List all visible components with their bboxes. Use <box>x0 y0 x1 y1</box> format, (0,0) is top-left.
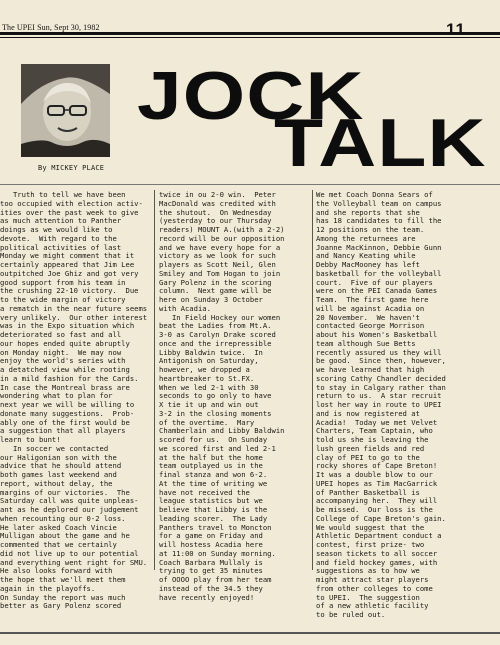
article-line: will hostess Acadia here <box>159 540 263 549</box>
article-line: Saturday call was quite unpleas- <box>0 496 139 506</box>
article-line: accompanying her. They will <box>316 496 438 506</box>
article-line: players as Scott Neil, Glen <box>159 260 276 269</box>
article-line: Truth to tell we have been <box>0 190 126 199</box>
article-line: too occupied with election activ- <box>0 198 143 208</box>
article-line: seconds to go only to have <box>159 391 272 401</box>
article-line: victory as we look for such <box>159 251 276 261</box>
article-line: as much attention to Panther <box>0 216 122 226</box>
article-line: again in the playoffs. <box>0 583 96 593</box>
column-divider <box>154 190 155 570</box>
article-line: deteriorated so fast and all <box>0 330 122 339</box>
article-line: a rematch in the near future seems <box>0 303 148 313</box>
article-line: 3-2 in the closing moments <box>159 408 272 418</box>
article-line: have not received the <box>159 487 250 497</box>
column-divider <box>312 190 313 570</box>
article-line: to be ruled out. <box>316 610 386 619</box>
portrait-image <box>21 64 110 157</box>
article-line: the hope that we'll meet them <box>0 575 126 584</box>
column-3 <box>316 191 486 620</box>
top-rule <box>0 32 500 35</box>
article-line: Acadia! Today we met Velvet <box>316 417 438 427</box>
article-line: here on Sunday 3 October <box>159 295 263 304</box>
article-line: for a game on Friday and <box>159 531 263 541</box>
article-line: advice that he should attend <box>0 461 122 471</box>
article-line: were on the PEI Canada Games <box>316 286 438 296</box>
article-line: team outplayed us in the <box>159 461 263 471</box>
article-line: When we led 2-1 with 30 <box>159 382 259 392</box>
article-line: at 11:00 on Sunday morning. <box>159 548 276 558</box>
article-line: Chamberlain and Libby Baldwin <box>159 426 285 436</box>
article-line: good support from his team in <box>0 277 126 287</box>
article-line: scoring Cathy Chandler decided <box>316 373 446 383</box>
article-line: with Acadia. <box>159 303 211 313</box>
article-line: and Nancy Keating while <box>316 251 416 261</box>
article-line: learn to bunt! <box>0 435 61 444</box>
header-publication: The UPEI Sun, Sept 30, 1982 <box>2 23 100 32</box>
bottom-rule <box>0 632 500 634</box>
article-line: contacted George Morrison <box>316 321 425 331</box>
article-line: about his Women's Basketball <box>316 330 438 339</box>
article-line: UPEI hopes as Tim MacGarrick <box>316 478 438 488</box>
article-line: beat the Ladies from Mt.A. <box>159 321 272 331</box>
article-line: Smiley and Tom Hogan to join <box>159 268 281 278</box>
article-line: In Field Hockey our women <box>159 312 281 322</box>
article-line: once and the irrepressible <box>159 338 272 348</box>
article-line: It was a double blow to our <box>316 470 433 479</box>
article-line: on Monday night. We may now <box>0 347 122 357</box>
article-line: a detatched view while rooting <box>0 365 130 374</box>
article-line: a suggestion that all players <box>0 426 126 436</box>
page-number: 11 <box>446 20 466 39</box>
article-line: 3-0 as Carolyn Drake scored <box>159 330 276 339</box>
article-line: political activities of last <box>0 242 122 252</box>
article-line: to stay in Calgary rather than <box>316 382 446 392</box>
article-line: Team. The first game here <box>316 295 429 304</box>
columnist-photo <box>21 64 110 157</box>
article-line: Libby Baldwin twice. In <box>159 347 263 357</box>
article-line: doings as we would like to <box>0 225 113 234</box>
article-line: suggestions as to how we <box>316 566 420 576</box>
article-line: have recently enjoyed! <box>159 592 255 602</box>
article-line: leading scorer. The Lady <box>159 513 268 523</box>
article-line: College of Cape Breton's gain. <box>316 513 446 523</box>
article-line: donate many suggestions. Prob- <box>0 408 135 418</box>
article-line: recently assured us they will <box>316 347 442 357</box>
article-line: On Sunday the report was much <box>0 592 126 602</box>
article-line: MacDonald was credited with <box>159 198 276 208</box>
article-line: and we have every hope for a <box>159 242 281 252</box>
article-line: our Haligonian son with the <box>0 452 117 462</box>
byline: By MICKEY PLACE <box>38 164 105 172</box>
article-line: of Panther Basketball is <box>316 487 420 497</box>
article-line: outpitched Joe Ghiz and got very <box>0 268 139 278</box>
article-line: In soccer we contacted <box>0 443 109 453</box>
article-line: Panthers travel to Moncton <box>159 522 272 532</box>
masthead-talk: TALK <box>274 105 487 181</box>
article-line: commented that we certainly <box>0 540 117 549</box>
article-line: will be against Acadia on <box>316 303 425 313</box>
article-line: Among the returnees are <box>316 233 416 243</box>
article-line: He later asked Coach Vincie <box>0 522 117 532</box>
article-line: when recounting our 0-2 loss. <box>0 513 126 523</box>
article-line: be good. Since then, however, <box>316 356 446 366</box>
article-line: believe that Libby is the <box>159 505 268 514</box>
article-line: court. Five of our players <box>316 277 433 287</box>
article-line: we scored first and led 2-1 <box>159 443 276 453</box>
article-line: has 18 candidates to fill the <box>316 216 442 226</box>
article-line: rocky shores of Cape Breton! <box>316 461 438 471</box>
article-line: instead of the 34.5 they <box>159 583 263 593</box>
article-line: heartbreaker to St.FX. <box>159 373 255 383</box>
article-line: Athletic Department conduct a <box>316 531 442 541</box>
article-line: Gary Polenz in the scoring <box>159 277 272 287</box>
article-line: our hopes ended quite abruptly <box>0 338 130 348</box>
article-line: team although Sue Betts <box>316 338 416 348</box>
article-line: Antigonish on Saturday, <box>159 356 259 366</box>
article-line: clay of PEI to go to the <box>316 452 420 462</box>
column-1 <box>0 191 150 611</box>
article-line: record will be our opposition <box>159 233 285 243</box>
article-line: Debby MacMooney has left <box>316 260 420 269</box>
article-line: Mulligan about the game and he <box>0 531 130 541</box>
article-line: We would suggest that the <box>316 522 425 532</box>
article-line: margins of our victories. The <box>0 487 130 497</box>
article-line: be missed. Our loss is the <box>316 505 433 514</box>
article-line: next year we will be willing to <box>0 400 135 409</box>
article-line: wondering what to plan for <box>0 391 113 401</box>
article-line: enjoy the world's series with <box>0 356 126 366</box>
article-line: better as Gary Polenz scored <box>0 601 122 611</box>
article-line: column. Next game will be <box>159 286 272 296</box>
article-line: Coach Barbara Mullaly is <box>159 557 263 567</box>
article-line: 20 November. We haven't <box>316 312 420 322</box>
article-line: We met Coach Donna Sears of <box>316 190 433 199</box>
article-line: however, we dropped a <box>159 365 250 374</box>
article-line: (yesterday to our Thursday <box>159 216 272 226</box>
article-line: and is now registered at <box>316 408 420 418</box>
article-line: Charters, Team Captain, who <box>316 426 433 436</box>
article-line: certainly appeared that Jim Lee <box>0 260 135 269</box>
masthead-jock: JOCK <box>137 58 365 134</box>
article-line: in a mild fashion for the Cards. <box>0 373 139 383</box>
article-line: the shutout. On Wednesday <box>159 207 272 217</box>
article-line: report, without delay, the <box>0 478 113 488</box>
top-rule-thin <box>0 37 500 38</box>
article-line: contest, first prize- two <box>316 540 425 549</box>
article-line: scored for us. On Sunday <box>159 435 268 444</box>
article-line: did not live up to our potential <box>0 548 139 558</box>
article-line: and she reports that she <box>316 207 420 217</box>
article-line: devote. With regard to the <box>0 233 117 243</box>
article-line: 12 positions on the team. <box>316 225 425 234</box>
article-line: the crushing 22-10 victory. Due <box>0 286 139 296</box>
article-line: In case the Montreal brass are <box>0 382 130 392</box>
article-line: to the wide margin of victory <box>0 295 126 304</box>
article-line: basketball for the volleyball <box>316 268 442 278</box>
article-line: He also looks forward with <box>0 566 113 576</box>
article-line: league statistics but we <box>159 496 263 506</box>
article-line: was in the Expo situation which <box>0 321 135 331</box>
column-2 <box>159 191 317 602</box>
article-line: twice in ou 2-0 win. Peter <box>159 190 276 199</box>
article-line: at the half but the home <box>159 452 263 462</box>
article-line: readers) MOUNT A.(with a 2-2) <box>159 225 285 234</box>
article-line: to UPEI. The suggestion <box>316 592 420 602</box>
article-line: very unlikely. Our other interest <box>0 312 148 322</box>
article-line: lush green fields and red <box>316 443 425 453</box>
article-line: we have learned that high <box>316 365 425 374</box>
article-line: might attract star players <box>316 575 429 584</box>
article-line: of OOOO play from her team <box>159 575 272 584</box>
article-line: At the time of writing we <box>159 478 268 488</box>
article-line: Joanne MacKinnon, Debbie Gunn <box>316 242 442 252</box>
article-line: and field hockey games, with <box>316 557 438 567</box>
article-line: of the overtime. Mary <box>159 417 255 427</box>
article-line: trying to get 35 minutes <box>159 566 263 576</box>
article-line: told us she is leaving the <box>316 435 429 444</box>
article-line: ably one of the first would be <box>0 417 130 427</box>
article-line: both games last weekend and <box>0 470 117 479</box>
article-line: return to us. A star recruit <box>316 391 442 401</box>
article-line: of a new athletic facility <box>316 601 429 611</box>
article-line: Monday we might comment that it <box>0 251 135 261</box>
article-line: season tickets to all soccer <box>316 548 438 558</box>
article-line: ities over the past week to give <box>0 207 139 217</box>
article-line: the Volleyball team on campus <box>316 198 442 208</box>
article-line: ant as he deplored our judgement <box>0 505 139 514</box>
article-line: and everything went right for SMU. <box>0 557 148 567</box>
article-line: X tie it up and win out <box>159 400 259 409</box>
article-line: from other colleges to come <box>316 583 433 593</box>
section-rule <box>0 184 500 185</box>
article-line: lost her way in route to UPEI <box>316 400 442 409</box>
article-line: final stanza and won 6-2. <box>159 470 268 479</box>
